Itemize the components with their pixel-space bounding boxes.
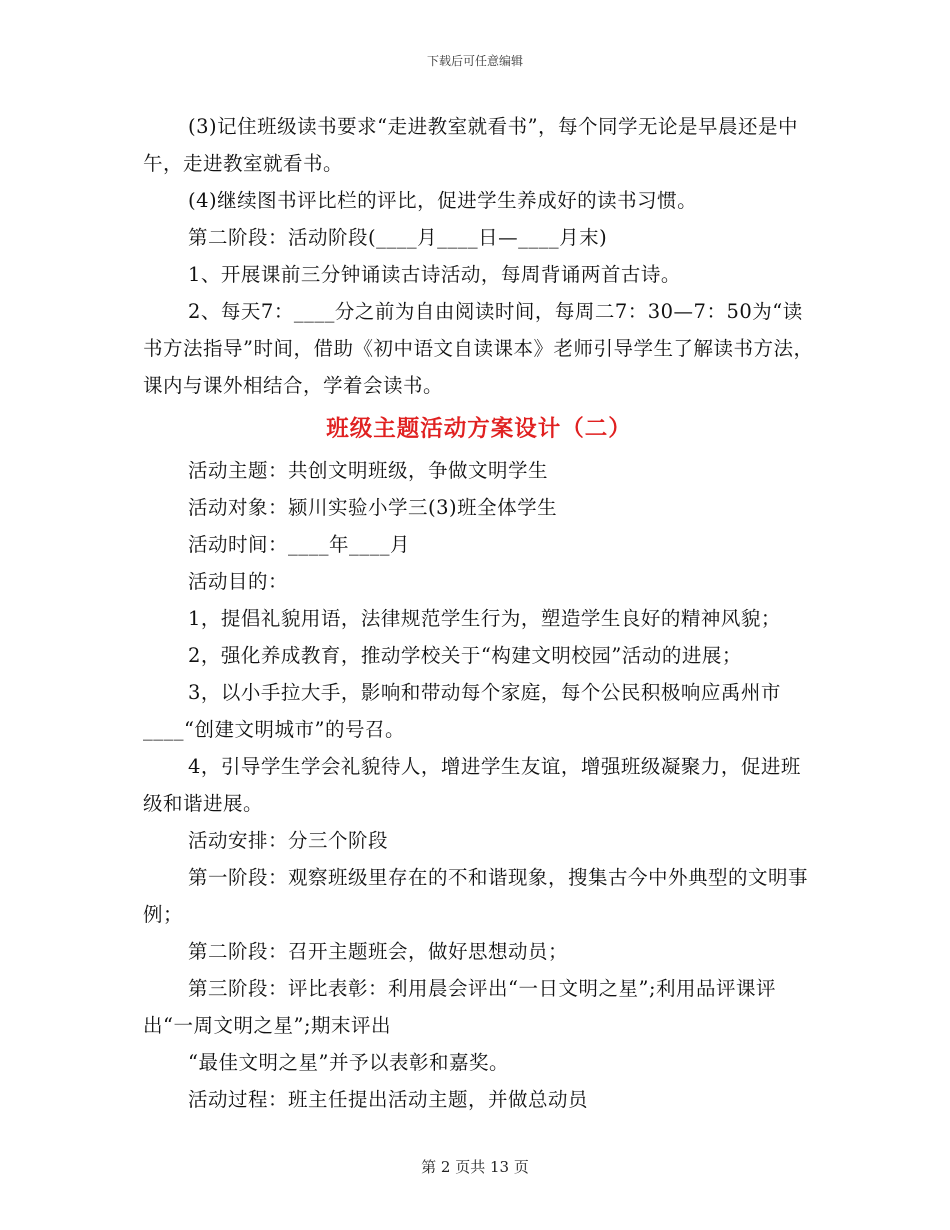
- paragraph-phase-one: 第一阶段：观察班级里存在的不和谐现象，搜集古今中外典型的文明事例；: [143, 866, 809, 926]
- paragraph-purpose-3: 3，以小手拉大手，影响和带动每个家庭，每个公民积极响应禹州市____“创建文明城市”的号召。: [143, 681, 781, 741]
- paragraph-phase-three-continued: “最佳文明之星”并予以表彰和嘉奖。: [188, 1051, 509, 1074]
- paragraph-activity-target: 活动对象：颍川实验小学三(3)班全体学生: [188, 496, 558, 519]
- paragraph-purpose-2: 2，强化养成教育，推动学校关于“构建文明校园”活动的进展；: [188, 644, 742, 667]
- paragraph-book-review: (4)继续图书评比栏的评比，促进学生养成好的读书习惯。: [188, 189, 698, 212]
- page-header: 下载后可任意编辑: [426, 54, 523, 68]
- paragraph-activity-time: 活动时间：____年____月: [188, 533, 411, 556]
- page-footer: 第 2 页共 13 页: [421, 1158, 529, 1176]
- paragraph-phase-two: 第二阶段：召开主题班会，做好思想动员；: [188, 940, 569, 963]
- paragraph-reading-requirement: (3)记住班级读书要求“走进教室就看书”，每个同学无论是早晨还是中午，走进教室就看书。: [143, 115, 799, 175]
- paragraph-stage-two: 第二阶段：活动阶段(____月____日—____月末): [188, 226, 608, 249]
- paragraph-arrangement: 活动安排：分三个阶段: [188, 829, 389, 852]
- section-title: 班级主题活动方案设计（二）: [326, 416, 632, 442]
- paragraph-reading-time: 2、每天7：____分之前为自由阅读时间，每周二7：30—7：50为“读书方法指导”时间，借助《初中语文自读课本》老师引导学生了解读书方法，课内与课外相结合，学着会读书。: [143, 300, 814, 397]
- paragraph-phase-three: 第三阶段：评比表彰：利用晨会评出“一日文明之星”;利用品评课评出“一周文明之星”;期末评出: [143, 977, 777, 1037]
- paragraph-poetry-activity: 1、开展课前三分钟诵读古诗活动，每周背诵两首古诗。: [188, 263, 681, 286]
- paragraph-activity-process: 活动过程：班主任提出活动主题，并做总动员: [188, 1088, 589, 1111]
- paragraph-purpose-1: 1，提倡礼貌用语，法律规范学生行为，塑造学生良好的精神风貌；: [188, 607, 781, 630]
- paragraph-activity-theme: 活动主题：共创文明班级，争做文明学生: [188, 459, 549, 482]
- document-body: [143, 108, 815, 1118]
- paragraph-activity-purpose: 活动目的：: [188, 570, 289, 593]
- paragraph-purpose-4: 4，引导学生学会礼貌待人，增进学生友谊，增强班级凝聚力，促进班级和谐进展。: [143, 755, 801, 815]
